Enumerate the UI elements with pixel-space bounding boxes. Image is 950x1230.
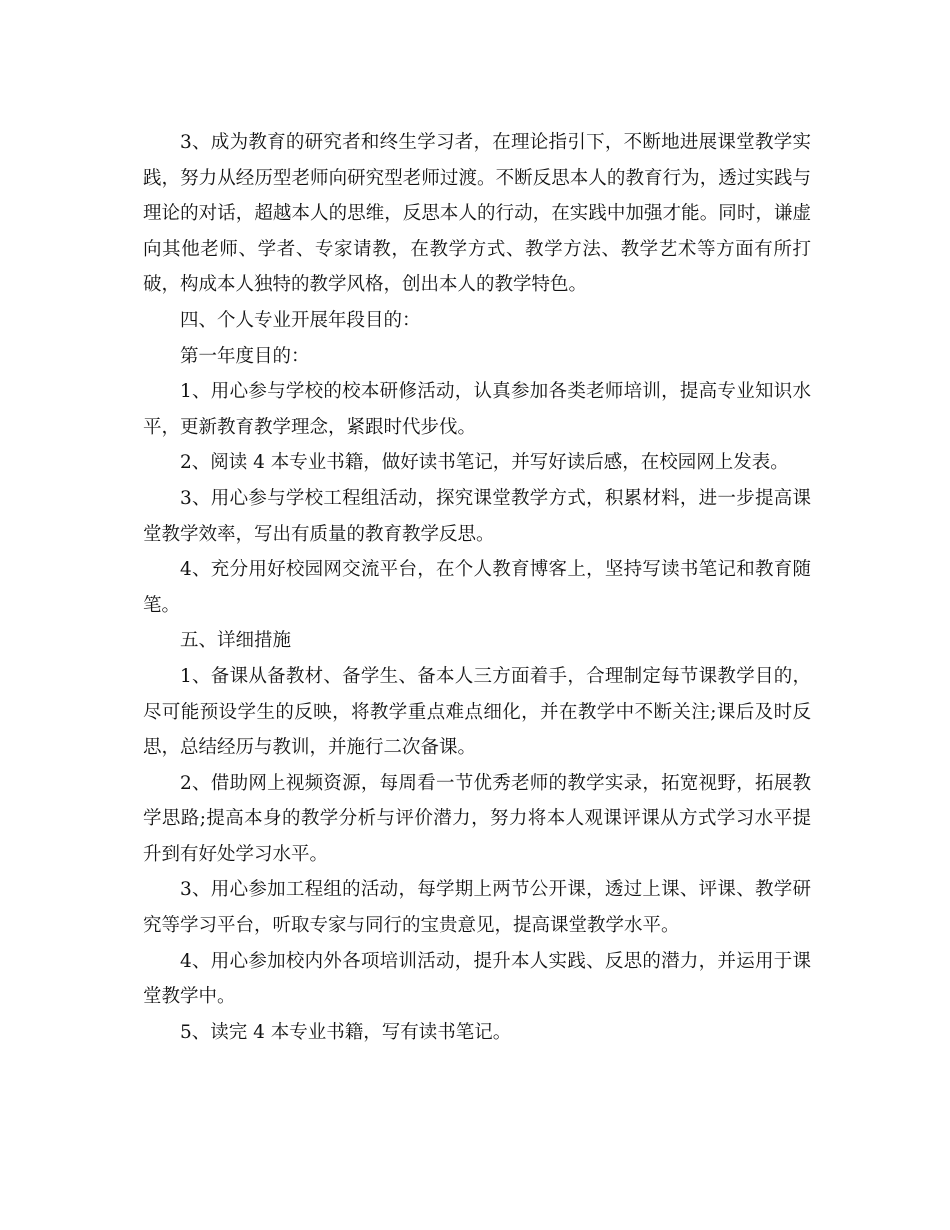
measure-item-2: 2、借助网上视频资源，每周看一节优秀老师的教学实录，拓宽视野，拓展教学思路;提高本身的教学分析与评价潜力，努力将本人观课评课从方式学习水平提升到有好处学习水平。 (143, 772, 811, 865)
goal-item-2: 2、阅读 4 本专业书籍，做好读书笔记，并写好读后感，在校园网上发表。 (180, 452, 789, 474)
measure-item-4: 4、用心参加校内外各项培训活动，提升本人实践、反思的潜力，并运用于课堂教学中。 (143, 950, 811, 1008)
subheading-first-year-goals: 第一年度目的： (180, 345, 310, 367)
goal-item-4: 4、充分用好校园网交流平台，在个人教育博客上，坚持写读书笔记和教育随笔。 (143, 559, 811, 616)
section-heading-measures: 五、详细措施 (180, 630, 292, 652)
goal-item-3: 3、用心参与学校工程组活动，探究课堂教学方式，积累材料，进一步提高课堂教学效率，写出有质量的教育教学反思。 (143, 487, 811, 545)
section-heading-annual-goals: 四、个人专业开展年段目的： (180, 309, 421, 331)
goal-item-1: 1、用心参与学校的校本研修活动，认真参加各类老师培训，提高专业知识水平，更新教育教学理念，紧跟时代步伐。 (143, 381, 811, 438)
measure-item-3: 3、用心参加工程组的活动，每学期上两节公开课，透过上课、评课、教学研究等学习平台，听取专家与同行的宝贵意见，提高课堂教学水平。 (143, 879, 811, 937)
paragraph-item-3-researcher: 3、成为教育的研究者和终生学习者，在理论指引下，不断地进展课堂教学实践，努力从经历型老师向研究型老师过渡。不断反思本人的教育行为，透过实践与理论的对话，超越本人的思维，反思本人的行动，在实践中加强才能。同时，谦虚向其他老师、学者、专家请教，在教学方式、教学方法、教学艺术等方面有所打破，构成本人独特的教学风格，创出本人的教学特色。 (143, 132, 811, 296)
measure-item-1: 1、备课从备教材、备学生、备本人三方面着手，合理制定每节课教学目的，尽可能预设学生的反映，将教学重点难点细化，并在教学中不断关注;课后及时反思，总结经历与教训，并施行二次备课。 (143, 665, 811, 759)
document-body (143, 125, 811, 1050)
measure-item-5: 5、读完 4 本专业书籍，写有读书笔记。 (180, 1021, 512, 1043)
